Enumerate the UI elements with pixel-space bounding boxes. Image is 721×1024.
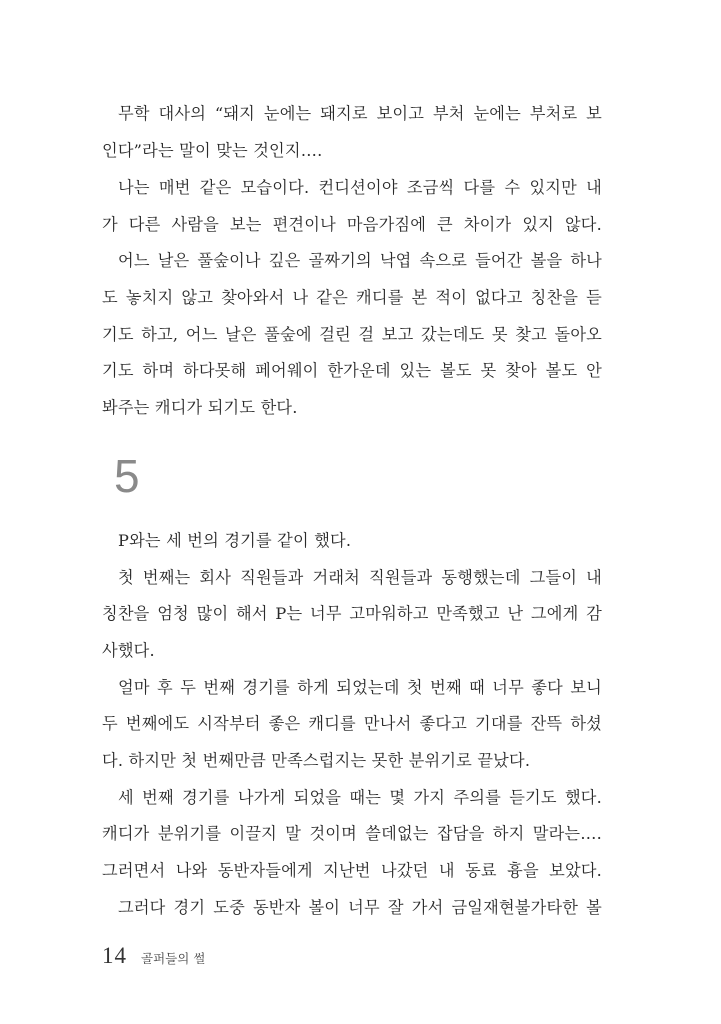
section-number: 5 [114, 450, 140, 502]
paragraph-line: 나는 매번 같은 모습이다. 컨디션이야 조금씩 다를 수 있지만 내 [118, 178, 602, 197]
book-title: 골퍼들의 썰 [141, 951, 206, 966]
paragraph-line: 가 다른 사람을 보는 편견이나 마음가짐에 큰 차이가 있지 않다. [102, 215, 602, 234]
paragraph-line: 그러면서 나와 동반자들에게 지난번 나갔던 내 동료 흉을 보았다. [102, 861, 602, 880]
paragraph-line: 기도 하고, 어느 날은 풀숲에 걸린 걸 보고 갔는데도 못 찾고 돌아오 [102, 325, 602, 344]
paragraph-line: 그러다 경기 도중 동반자 볼이 너무 잘 가서 금일재현불가타한 볼 [118, 898, 602, 917]
paragraph-line: 무학 대사의 “돼지 눈에는 돼지로 보이고 부처 눈에는 부처로 보 [118, 104, 602, 123]
paragraph-line: 어느 날은 풀숲이나 깊은 골짜기의 낙엽 속으로 들어간 볼을 하나 [118, 251, 602, 270]
paragraph-line: 두 번째에도 시작부터 좋은 캐디를 만나서 좋다고 기대를 잔뜩 하셨 [102, 714, 602, 733]
paragraph-line: 인다”라는 말이 맞는 것인지…. [102, 141, 323, 160]
paragraph-line: 기도 하며 하다못해 페어웨이 한가운데 있는 볼도 못 찾아 볼도 안 [102, 361, 602, 380]
paragraph-line: 캐디가 분위기를 이끌지 말 것이며 쓸데없는 잡담을 하지 말라는…. [102, 824, 602, 843]
paragraph-line: 사했다. [102, 641, 155, 660]
paragraph-line: P와는 세 번의 경기를 같이 했다. [118, 531, 352, 550]
paragraph-line: 세 번째 경기를 나가게 되었을 때는 몇 가지 주의를 듣기도 했다. [118, 788, 602, 807]
paragraph-line: 봐주는 캐디가 되기도 한다. [102, 398, 298, 417]
paragraph-line: 다. 하지만 첫 번째만큼 만족스럽지는 못한 분위기로 끝났다. [102, 751, 531, 770]
paragraph-line: 얼마 후 두 번째 경기를 하게 되었는데 첫 번째 때 너무 좋다 보니 [118, 678, 602, 697]
paragraph-line: 칭찬을 엄청 많이 해서 P는 너무 고마워하고 만족했고 난 그에게 감 [102, 604, 602, 623]
page-footer [102, 943, 205, 973]
page-number: 14 [102, 943, 127, 968]
paragraph-line: 첫 번째는 회사 직원들과 거래처 직원들과 동행했는데 그들이 내 [118, 568, 602, 587]
paragraph-line: 도 놓치지 않고 찾아와서 나 같은 캐디를 본 적이 없다고 칭찬을 듣 [102, 288, 602, 307]
